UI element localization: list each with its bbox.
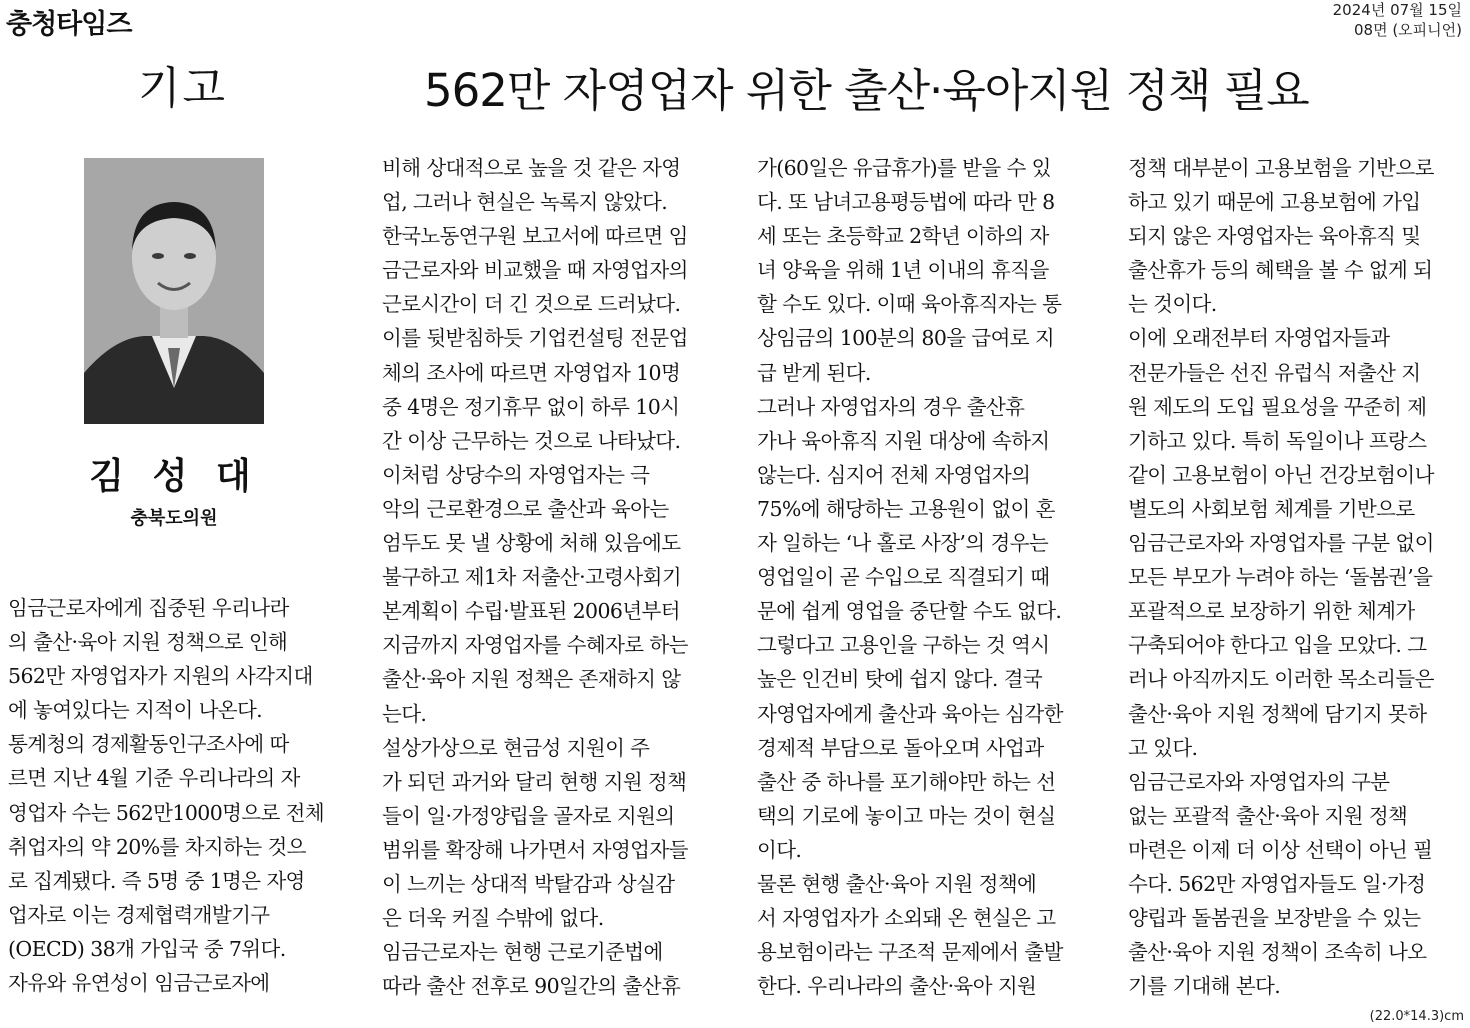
- article-line: 이에 오래전부터 자영업자들과: [1128, 326, 1390, 351]
- article-line: 통계청의 경제활동인구조사에 따: [8, 732, 289, 757]
- article-line: 양립과 돌봄권을 보장받을 수 있는: [1128, 906, 1421, 931]
- article-line: 원 제도의 도입 필요성을 꾸준히 제: [1128, 394, 1427, 419]
- article-line: 자유와 유연성이 임금근로자에: [8, 971, 270, 996]
- article-line: 이처럼 상당수의 자영업자는 극: [382, 462, 650, 487]
- article-line: 출산·육아 지원 정책이 조속히 나오: [1128, 940, 1427, 965]
- article-line: 서 자영업자가 소외돼 온 현실은 고: [757, 906, 1056, 931]
- article-line: 체의 조사에 따르면 자영업자 10명: [382, 360, 681, 385]
- article-line: 출산 중 하나를 포기해야만 하는 선: [757, 769, 1056, 794]
- article-line: 고 있다.: [1128, 735, 1198, 760]
- article-line: 가(60일은 유급휴가)를 받을 수 있: [757, 156, 1051, 180]
- article-line: 업, 그러나 현실은 녹록지 않았다.: [382, 190, 668, 215]
- article-line: 그렇다고 고용인을 구하는 것 역시: [757, 633, 1050, 658]
- newspaper-masthead: 충청타임즈: [6, 9, 132, 40]
- article-line: 본계획이 수립·발표된 2006년부터: [382, 599, 680, 624]
- article-line: 이를 뒷받침하듯 기업컨설팅 전문업: [382, 326, 688, 351]
- article-line: 취업자의 약 20%를 차지하는 것으: [8, 834, 306, 859]
- article-line: 악의 근로환경으로 출산과 육아는: [382, 496, 669, 521]
- article-line: 지금까지 자영업자를 수혜자로 하는: [382, 633, 688, 658]
- article-line: 은 더욱 커질 수밖에 없다.: [382, 906, 604, 931]
- article-line: 562만 자영업자가 지원의 사각지대: [8, 664, 313, 689]
- author-photo: [84, 158, 264, 424]
- article-line: 할 수도 있다. 이때 육아휴직자는 통: [757, 292, 1062, 317]
- article-line: 들이 일·가정양립을 골자로 지원의: [382, 803, 675, 828]
- article-line: 출산·육아 지원 정책은 존재하지 않: [382, 667, 681, 692]
- article-line: 영업자 수는 562만1000명으로 전체: [8, 800, 325, 825]
- article-line: 중 4명은 정기휴무 없이 하루 10시: [382, 394, 680, 419]
- section-label: 기고: [138, 63, 228, 114]
- article-line: 근로시간이 더 긴 것으로 드러났다.: [382, 292, 681, 317]
- article-line: 정책 대부분이 고용보험을 기반으로: [1128, 156, 1434, 180]
- article-line: 자영업자에게 출산과 육아는 심각한: [757, 701, 1063, 726]
- article-column-1: [8, 591, 346, 1000]
- article-line: 용보험이라는 구조적 문제에서 출발: [757, 940, 1063, 965]
- article-line: 같이 고용보험이 아닌 건강보험이나: [1128, 462, 1434, 487]
- article-line: 경제적 부담으로 돌아오며 사업과: [757, 735, 1044, 760]
- article-line: 비해 상대적으로 높을 것 같은 자영: [382, 156, 681, 180]
- article-line: 에 놓여있다는 지적이 나온다.: [8, 698, 263, 723]
- article-line: 가나 육아휴직 지원 대상에 속하지: [757, 428, 1050, 453]
- article-line: 기를 기대해 본다.: [1128, 974, 1281, 999]
- article-line: 녀 양육을 위해 1년 이내의 휴직을: [757, 258, 1049, 283]
- article-line: 급 받게 된다.: [757, 360, 871, 385]
- article-line: 업자로 이는 경제협력개발기구: [8, 902, 270, 927]
- article-line: 설상가상으로 현금성 지원이 주: [382, 735, 650, 760]
- article-line: 없는 포괄적 출산·육아 지원 정책: [1128, 803, 1408, 828]
- article-line: 되지 않은 자영업자는 육아휴직 및: [1128, 224, 1421, 249]
- article-line: 구축되어야 한다고 입을 모았다. 그: [1128, 633, 1427, 658]
- article-line: 한국노동연구원 보고서에 따르면 임: [382, 224, 688, 249]
- article-line: 러나 아직까지도 이러한 목소리들은: [1128, 667, 1434, 692]
- article-line: 임금근로자는 현행 근로기준법에: [382, 940, 663, 965]
- article-line: 출산·육아 지원 정책에 담기지 못하: [1128, 701, 1427, 726]
- article-line: 75%에 해당하는 고용원이 없이 혼: [757, 496, 1055, 521]
- article-line: 로 집계됐다. 즉 5명 중 1명은 자영: [8, 868, 305, 893]
- issue-date: 2024년 07월 15일: [1332, 1, 1462, 19]
- article-line: 수다. 562만 자영업자들도 일·가정: [1128, 871, 1426, 896]
- article-line: 않는다. 심지어 전체 자영업자의: [757, 462, 1031, 487]
- article-line: 하고 있기 때문에 고용보험에 가입: [1128, 190, 1421, 215]
- article-column-2: [382, 151, 720, 1003]
- article-line: (OECD) 38개 가입국 중 7위다.: [8, 936, 286, 961]
- article-column-3: [757, 151, 1095, 1003]
- headline: 562만 자영업자 위한 출산·육아지원 정책 필요: [424, 64, 1309, 117]
- article-line: 의 출산·육아 지원 정책으로 인해: [8, 630, 288, 655]
- author-title: 충북도의원: [130, 508, 218, 529]
- article-line: 마련은 이제 더 이상 선택이 아닌 필: [1128, 837, 1433, 862]
- article-line: 모든 부모가 누려야 하는 ‘돌봄권’을: [1128, 565, 1433, 590]
- article-line: 이다.: [757, 837, 802, 862]
- issue-meta: [1333, 0, 1462, 40]
- article-line: 기하고 있다. 특히 독일이나 프랑스: [1128, 428, 1427, 453]
- article-line: 엄두도 못 낼 상황에 처해 있음에도: [382, 531, 681, 556]
- article-line: 물론 현행 출산·육아 지원 정책에: [757, 871, 1037, 896]
- article-line: 는다.: [382, 701, 427, 726]
- article-line: 간 이상 근무하는 것으로 나타났다.: [382, 428, 681, 453]
- article-line: 전문가들은 선진 유럽식 저출산 지: [1128, 360, 1421, 385]
- article-line: 이 느끼는 상대적 박탈감과 상실감: [382, 871, 675, 896]
- article-line: 불구하고 제1차 저출산·고령사회기: [382, 565, 682, 590]
- clipping-size: (22.0*14.3)cm: [1369, 1009, 1464, 1024]
- article-column-4: [1128, 151, 1466, 1003]
- article-line: 자 일하는 ‘나 홀로 사장’의 경우는: [757, 531, 1049, 556]
- article-line: 별도의 사회보험 체계를 기반으로: [1128, 496, 1415, 521]
- article-line: 범위를 확장해 나가면서 자영업자들: [382, 837, 688, 862]
- article-line: 임금근로자에게 집중된 우리나라: [8, 596, 289, 620]
- article-line: 다. 또 남녀고용평등법에 따라 만 8: [757, 190, 1055, 215]
- article-line: 가 되던 과거와 달리 현행 지원 정책: [382, 769, 687, 794]
- article-line: 택의 기로에 놓이고 마는 것이 현실: [757, 803, 1056, 828]
- article-line: 출산휴가 등의 혜택을 볼 수 없게 되: [1128, 258, 1433, 283]
- article-line: 는 것이다.: [1128, 292, 1217, 317]
- article-line: 르면 지난 4월 기준 우리나라의 자: [8, 766, 300, 791]
- article-line: 한다. 우리나라의 출산·육아 지원: [757, 974, 1037, 999]
- article-line: 임금근로자와 자영업자를 구분 없이: [1128, 531, 1434, 556]
- article-line: 금근로자와 비교했을 때 자영업자의: [382, 258, 688, 283]
- page-section: 08면 (오피니언): [1353, 21, 1462, 39]
- portrait-image: [84, 158, 264, 424]
- article-line: 따라 출산 전후로 90일간의 출산휴: [382, 974, 681, 999]
- article-line: 그러나 자영업자의 경우 출산휴: [757, 394, 1025, 419]
- article-line: 상임금의 100분의 80을 급여로 지: [757, 326, 1055, 351]
- article-line: 포괄적으로 보장하기 위한 체계가: [1128, 599, 1415, 624]
- article-line: 문에 쉽게 영업을 중단할 수도 없다.: [757, 599, 1062, 624]
- article-line: 영업일이 곧 수입으로 직결되기 때: [757, 565, 1050, 590]
- article-line: 임금근로자와 자영업자의 구분: [1128, 769, 1390, 794]
- article-line: 높은 인건비 탓에 쉽지 않다. 결국: [757, 667, 1043, 692]
- article-line: 세 또는 초등학교 2학년 이하의 자: [757, 224, 1049, 249]
- author-name: 김 성 대: [89, 456, 259, 497]
